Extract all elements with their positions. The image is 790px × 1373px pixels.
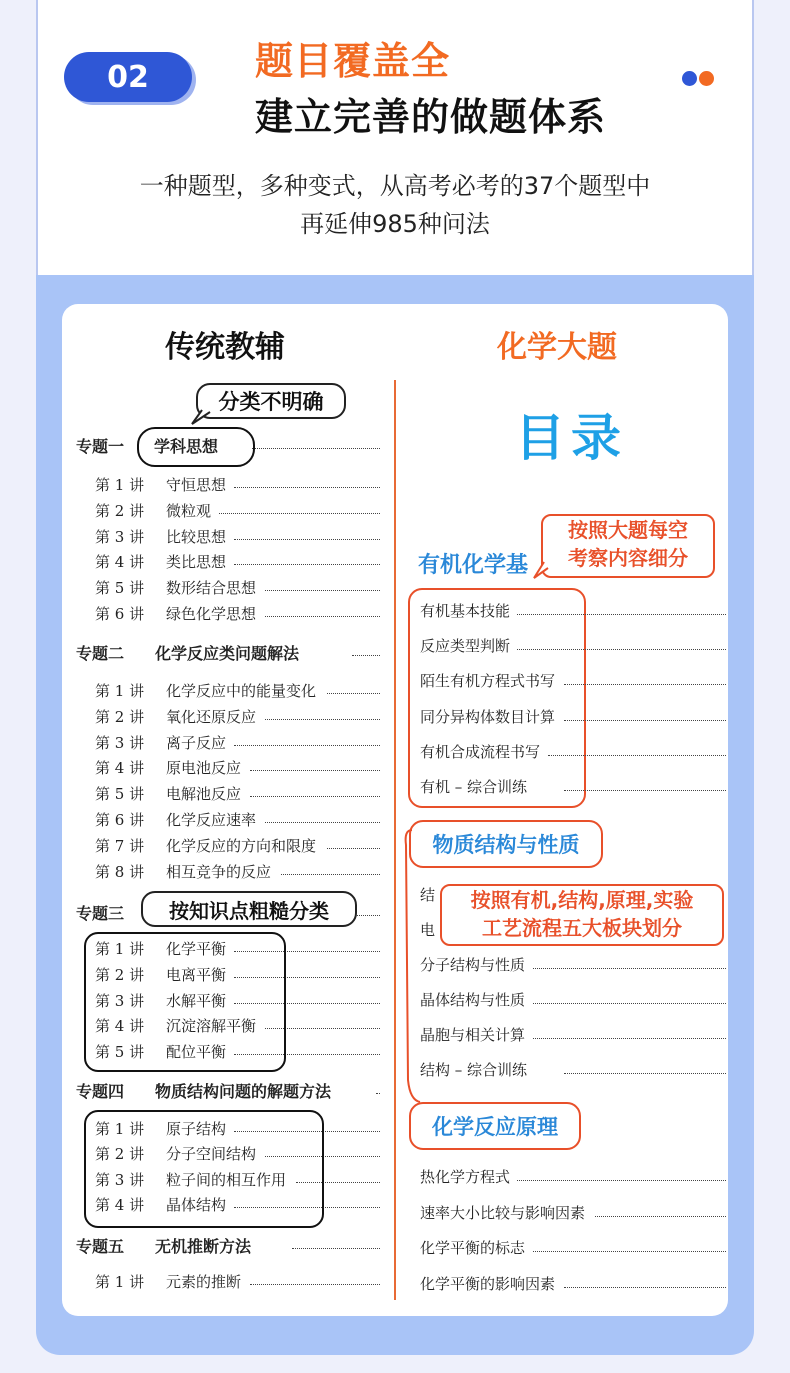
leader-dots bbox=[376, 1093, 380, 1094]
contents-title: 目录 bbox=[515, 409, 627, 467]
leader-dots bbox=[354, 915, 380, 916]
lesson-number: 第 8 讲 bbox=[95, 862, 145, 881]
leader-dots bbox=[234, 539, 380, 540]
topic-label: 专题三 bbox=[76, 904, 125, 923]
lesson-number: 第 1 讲 bbox=[95, 476, 145, 494]
organic-item: 同分异构体数目计算 bbox=[420, 707, 556, 726]
organic-item: 有机基本技能 bbox=[420, 602, 511, 620]
lesson-name: 比较思想 bbox=[166, 527, 227, 546]
leader-dots bbox=[234, 487, 380, 488]
title-main: 建立完善的做题体系 bbox=[255, 95, 607, 139]
leader-dots bbox=[352, 655, 380, 656]
topic-title: 化学反应类问题解法 bbox=[155, 644, 300, 663]
organic-item: 陌生有机方程式书写 bbox=[420, 672, 556, 691]
note-detailed-classification bbox=[541, 514, 715, 578]
leader-dots bbox=[265, 822, 380, 823]
lesson-number: 第 6 讲 bbox=[95, 811, 145, 829]
lesson-number: 第 3 讲 bbox=[95, 1170, 145, 1189]
lesson-name: 电解池反应 bbox=[166, 785, 242, 804]
organic-item: 有机合成流程书写 bbox=[420, 742, 541, 761]
lesson-name: 化学反应速率 bbox=[166, 811, 257, 829]
principle-item: 化学平衡的影响因素 bbox=[420, 1274, 556, 1293]
leader-dots bbox=[564, 1073, 727, 1074]
note2-line1: 按照有机,结构,原理,实验 bbox=[470, 888, 694, 912]
note-five-sections bbox=[440, 884, 724, 946]
leader-dots bbox=[533, 1251, 727, 1252]
lesson-number: 第 2 讲 bbox=[95, 707, 145, 726]
lesson-number: 第 2 讲 bbox=[95, 965, 145, 984]
lesson-number: 第 3 讲 bbox=[95, 991, 145, 1010]
lesson-name: 相互竞争的反应 bbox=[166, 862, 272, 881]
section-organic-heading: 有机化学基 bbox=[418, 552, 529, 578]
lesson-name: 绿色化学思想 bbox=[166, 605, 257, 623]
highlight-box-topic4 bbox=[84, 1110, 324, 1228]
section-structure-heading: 物质结构与性质 bbox=[409, 820, 603, 868]
highlight-box-topic3 bbox=[84, 932, 286, 1072]
note1-line1: 按照大题每空 bbox=[568, 518, 688, 542]
leader-dots bbox=[234, 564, 380, 565]
lesson-name: 离子反应 bbox=[166, 733, 227, 752]
leader-dots bbox=[533, 1038, 727, 1039]
lesson-number: 第 7 讲 bbox=[95, 836, 145, 855]
lesson-name: 分子空间结构 bbox=[166, 1145, 257, 1164]
structure-item: 结构 – 综合训练 bbox=[420, 1061, 528, 1079]
description-line-1: 一种题型，多种变式，从高考必考的37个题型中 bbox=[139, 172, 651, 200]
leader-dots bbox=[265, 719, 380, 720]
note2-line2: 工艺流程五大板块划分 bbox=[482, 916, 682, 940]
leader-dots bbox=[533, 1003, 727, 1004]
lesson-number: 第 4 讲 bbox=[95, 1017, 145, 1036]
leader-dots bbox=[517, 649, 726, 650]
lesson-name: 化学平衡 bbox=[166, 940, 227, 958]
structure-item: 晶体结构与性质 bbox=[420, 991, 526, 1009]
lesson-name: 数形结合思想 bbox=[166, 579, 257, 598]
leader-dots bbox=[234, 745, 380, 746]
leader-dots bbox=[517, 614, 726, 615]
lesson-number: 第 5 讲 bbox=[95, 785, 145, 804]
organic-item: 反应类型判断 bbox=[420, 637, 511, 656]
lesson-name: 原子结构 bbox=[166, 1120, 227, 1138]
principle-item: 热化学方程式 bbox=[420, 1168, 511, 1186]
blue-dot-icon bbox=[682, 71, 697, 86]
leader-dots bbox=[250, 770, 381, 771]
lesson-name: 晶体结构 bbox=[166, 1196, 227, 1215]
lesson-name: 化学反应中的能量变化 bbox=[166, 682, 317, 700]
lesson-name: 粒子间的相互作用 bbox=[166, 1170, 287, 1189]
lesson-name: 电离平衡 bbox=[166, 965, 227, 984]
topic-title: 物质结构问题的解题方法 bbox=[155, 1082, 332, 1101]
highlight-oval bbox=[137, 427, 255, 467]
lesson-number: 第 6 讲 bbox=[95, 605, 145, 623]
topic-title: 无机推断方法 bbox=[155, 1237, 252, 1256]
topic-label: 专题一 bbox=[76, 437, 125, 456]
lesson-number: 第 2 讲 bbox=[95, 501, 145, 520]
topic-title: 学科思想 bbox=[154, 437, 219, 456]
note-pointer-icon bbox=[528, 560, 550, 580]
organic-items-box bbox=[408, 588, 586, 808]
lesson-name: 类比思想 bbox=[166, 553, 227, 572]
lesson-name: 沉淀溶解平衡 bbox=[166, 1017, 257, 1036]
leader-dots bbox=[265, 590, 380, 591]
section-connector-line bbox=[402, 580, 422, 1120]
orange-dot-icon bbox=[699, 71, 714, 86]
leader-dots bbox=[292, 1248, 380, 1249]
leader-dots bbox=[564, 790, 727, 791]
leader-dots bbox=[250, 1284, 381, 1285]
principle-item: 速率大小比较与影响因素 bbox=[420, 1203, 586, 1222]
lesson-name: 配位平衡 bbox=[166, 1043, 227, 1062]
left-column-heading: 传统教辅 bbox=[165, 330, 285, 365]
leader-dots bbox=[533, 968, 727, 969]
lesson-number: 第 1 讲 bbox=[95, 1273, 145, 1291]
lesson-name: 氧化还原反应 bbox=[166, 707, 257, 726]
right-column-heading: 化学大题 bbox=[497, 330, 617, 365]
lesson-name: 微粒观 bbox=[166, 501, 212, 520]
lesson-number: 第 3 讲 bbox=[95, 527, 145, 546]
leader-dots bbox=[595, 1216, 727, 1217]
lesson-number: 第 4 讲 bbox=[95, 553, 145, 572]
lesson-name: 守恒思想 bbox=[166, 476, 227, 494]
note1-line2: 考察内容细分 bbox=[568, 546, 688, 570]
lesson-number: 第 1 讲 bbox=[95, 682, 145, 700]
leader-dots bbox=[517, 1180, 726, 1181]
leader-dots bbox=[219, 513, 381, 514]
leader-dots bbox=[564, 684, 727, 685]
leader-dots bbox=[252, 448, 380, 449]
leader-dots bbox=[327, 848, 380, 849]
leader-dots bbox=[564, 720, 727, 721]
callout-unclear-classification: 分类不明确 bbox=[196, 383, 346, 419]
topic-label: 专题二 bbox=[76, 644, 125, 663]
lesson-number: 第 5 讲 bbox=[95, 579, 145, 598]
leader-dots bbox=[548, 755, 726, 756]
topic-label: 专题五 bbox=[76, 1237, 125, 1256]
lesson-name: 水解平衡 bbox=[166, 991, 227, 1010]
lesson-number: 第 4 讲 bbox=[95, 1196, 145, 1215]
leader-dots bbox=[250, 796, 381, 797]
lesson-number: 第 2 讲 bbox=[95, 1145, 145, 1164]
lesson-name: 化学反应的方向和限度 bbox=[166, 836, 317, 855]
leader-dots bbox=[564, 1287, 727, 1288]
leader-dots bbox=[327, 693, 380, 694]
topic-label: 专题四 bbox=[76, 1082, 125, 1101]
description-line-2: 再延伸985种问法 bbox=[300, 210, 490, 238]
decorative-dots bbox=[682, 71, 716, 90]
principle-item: 化学平衡的标志 bbox=[420, 1239, 526, 1257]
section-number-badge: 02 bbox=[64, 52, 192, 102]
lesson-name: 元素的推断 bbox=[166, 1273, 242, 1291]
structure-item-partial: 电 bbox=[420, 921, 436, 939]
organic-item: 有机 – 综合训练 bbox=[420, 778, 528, 796]
structure-item: 分子结构与性质 bbox=[420, 956, 526, 974]
leader-dots bbox=[281, 874, 381, 875]
lesson-name: 原电池反应 bbox=[166, 759, 242, 778]
column-divider bbox=[394, 380, 396, 1300]
lesson-number: 第 4 讲 bbox=[95, 759, 145, 778]
title-highlight: 题目覆盖全 bbox=[255, 39, 451, 83]
section-principle-heading: 化学反应原理 bbox=[409, 1102, 581, 1150]
lesson-number: 第 1 讲 bbox=[95, 1120, 145, 1138]
lesson-number: 第 3 讲 bbox=[95, 733, 145, 752]
callout-rough-classification: 按知识点粗糙分类 bbox=[141, 891, 357, 927]
leader-dots bbox=[265, 616, 380, 617]
lesson-number: 第 1 讲 bbox=[95, 940, 145, 958]
lesson-number: 第 5 讲 bbox=[95, 1043, 145, 1062]
structure-item: 晶胞与相关计算 bbox=[420, 1026, 526, 1044]
callout-pointer-icon bbox=[188, 408, 212, 426]
structure-item-partial: 结 bbox=[420, 886, 436, 904]
